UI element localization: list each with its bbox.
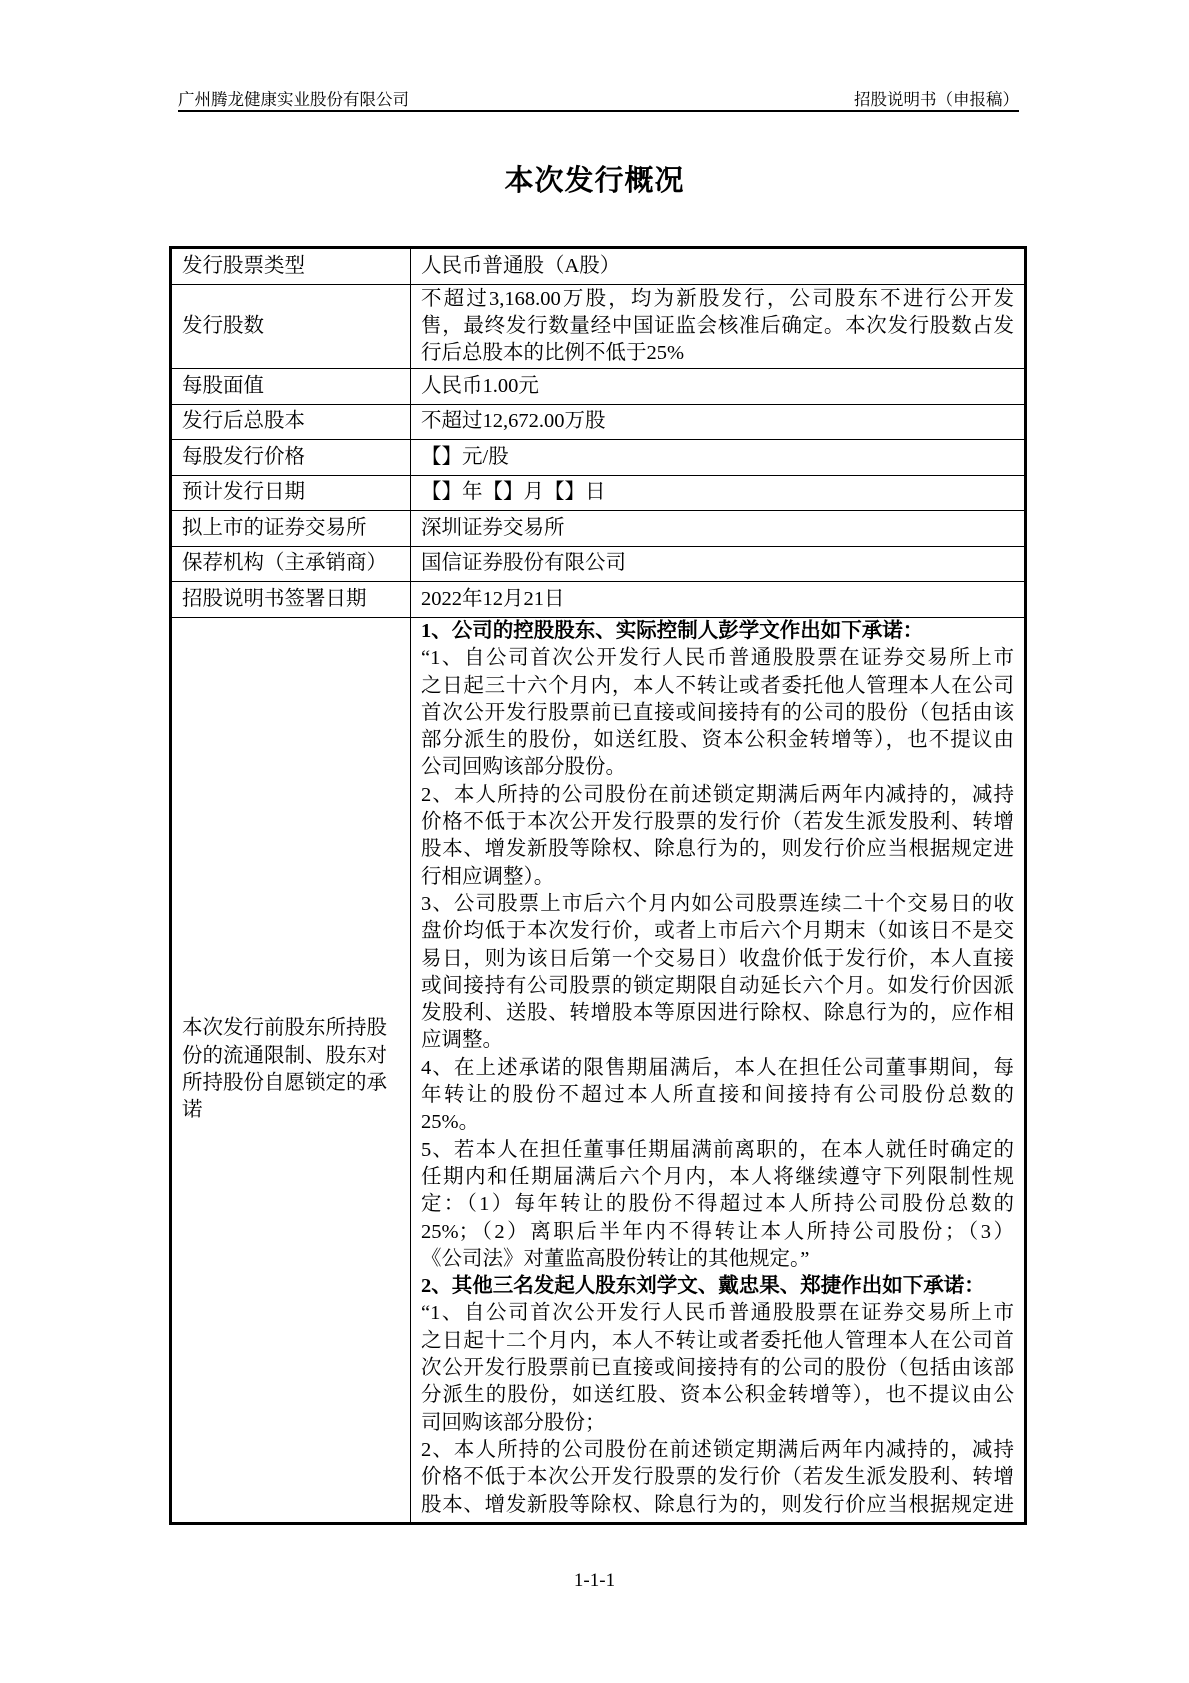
value-line: 深圳证券交易所 <box>421 516 565 539</box>
paragraph-line: 发股利、送股、转增股本等原因进行除权、除息行为的，应作相 <box>421 1002 1014 1025</box>
paragraph-line: 25%。 <box>421 1111 480 1134</box>
label-line: 本次发行前股东所持股 <box>182 1017 387 1040</box>
row-value <box>411 248 1026 285</box>
row-label: 发行股数 <box>171 285 411 369</box>
paragraph-line: 2、其他三名发起人股东刘学文、戴忠果、郑捷作出如下承诺： <box>421 1275 985 1298</box>
paragraph-line: 价格不低于本次公开发行股票的发行价（若发生派发股利、转增 <box>421 1466 1014 1489</box>
table-row <box>171 369 1026 405</box>
row-label: 发行股票类型 <box>171 248 411 285</box>
lockup-commitments <box>411 618 1026 1524</box>
commitment-paragraph <box>421 1137 1014 1273</box>
paragraph-line: 之日起十二个月内，本人不转让或者委托他人管理本人在公司首 <box>421 1329 1014 1352</box>
page-title: 本次发行概况 <box>504 163 685 197</box>
table-row <box>171 582 1026 618</box>
paragraph-line: 25%；（2）离职后半年内不得转让本人所持公司股份；（3） <box>421 1220 1014 1243</box>
row-value <box>411 369 1026 405</box>
commitment-paragraph <box>421 645 1014 781</box>
paragraph-line: “1、自公司首次公开发行人民币普通股股票在证券交易所上市 <box>421 1302 1014 1325</box>
table-row-lockup <box>171 618 1026 1524</box>
row-label: 保荐机构（主承销商） <box>171 547 411 582</box>
value-line: 人民币普通股（A股） <box>421 254 621 277</box>
row-label: 拟上市的证券交易所 <box>171 511 411 547</box>
label-line: 份的流通限制、股东对 <box>182 1044 387 1067</box>
commitment-paragraph <box>421 1055 1014 1137</box>
page-number: 1-1-1 <box>573 1570 616 1591</box>
row-label: 每股发行价格 <box>171 440 411 476</box>
row-value <box>411 511 1026 547</box>
lockup-label <box>171 618 411 1524</box>
commitment-heading <box>421 1273 1014 1300</box>
value-line: 售，最终发行数量经中国证监会核准后确定。本次发行股数占发 <box>421 314 1014 337</box>
paragraph-line: 股本、增发新股等除权、除息行为的，则发行价应当根据规定进 <box>421 1493 1014 1516</box>
paragraph-line: 之日起三十六个月内，本人不转让或者委托他人管理本人在公司 <box>421 674 1014 697</box>
paragraph-line: 5、若本人在担任董事任期届满前离职的，在本人就任时确定的 <box>421 1138 1014 1161</box>
paragraph-line: “1、自公司首次公开发行人民币普通股股票在证券交易所上市 <box>421 647 1014 670</box>
paragraph-line: 次公开发行股票前已直接或间接持有的公司的股份（包括由该部 <box>421 1357 1014 1380</box>
paragraph-line: 年转让的股份不超过本人所直接和间接持有公司股份总数的 <box>421 1084 1014 1107</box>
value-line: 不超过12,672.00万股 <box>421 410 606 433</box>
issuance-overview-table <box>169 246 1027 1525</box>
paragraph-line: 2、本人所持的公司股份在前述锁定期满后两年内减持的，减持 <box>421 783 1014 806</box>
value-line: 不超过3,168.00万股，均为新股发行，公司股东不进行公开发 <box>421 287 1014 310</box>
row-label: 每股面值 <box>171 369 411 405</box>
commitment-paragraph <box>421 891 1014 1055</box>
commitment-paragraph <box>421 1300 1014 1436</box>
row-label: 发行后总股本 <box>171 405 411 440</box>
commitment-paragraph <box>421 782 1014 891</box>
paragraph-line: 股本、增发新股等除权、除息行为的，则发行价应当根据规定进 <box>421 838 1014 861</box>
paragraph-line: 2、本人所持的公司股份在前述锁定期满后两年内减持的，减持 <box>421 1438 1014 1461</box>
paragraph-line: 司回购该部分股份； <box>421 1411 606 1434</box>
value-line: 行后总股本的比例不低于25% <box>421 342 685 365</box>
value-line: 【】元/股 <box>421 445 509 468</box>
row-value <box>411 547 1026 582</box>
header-company: 广州腾龙健康实业股份有限公司 <box>178 90 409 109</box>
row-value <box>411 440 1026 476</box>
paragraph-line: 4、在上述承诺的限售期届满后，本人在担任公司董事期间，每 <box>421 1056 1014 1079</box>
row-value <box>411 476 1026 511</box>
paragraph-line: 或间接持有公司股票的锁定期限自动延长六个月。如发行价因派 <box>421 974 1014 997</box>
row-value <box>411 285 1026 369</box>
label-line: 诺 <box>182 1099 203 1122</box>
label-line: 所持股份自愿锁定的承 <box>182 1072 387 1094</box>
paragraph-line: 价格不低于本次公开发行股票的发行价（若发生派发股利、转增 <box>421 811 1014 834</box>
value-line: 国信证券股份有限公司 <box>421 552 626 575</box>
value-line: 2022年12月21日 <box>421 587 565 610</box>
value-line: 【】年【】月【】日 <box>421 481 606 504</box>
value-line: 人民币1.00元 <box>421 374 539 397</box>
table-row <box>171 285 1026 369</box>
paragraph-line: 应调整。 <box>421 1029 503 1052</box>
table-row <box>171 511 1026 547</box>
paragraph-line: 易日，则为该日后第一个交易日）收盘价低于发行价，本人直接 <box>421 947 1014 970</box>
paragraph-line: 首次公开发行股票前已直接或间接持有的公司的股份（包括由该 <box>421 701 1014 724</box>
header-doc-type: 招股说明书（申报稿） <box>854 90 1019 109</box>
paragraph-line: 行相应调整）。 <box>421 865 555 888</box>
row-label: 预计发行日期 <box>171 476 411 511</box>
paragraph-line: 任期内和任期届满后六个月内，本人将继续遵守下列限制性规 <box>421 1165 1014 1188</box>
commitment-paragraph <box>421 1437 1014 1519</box>
table-row <box>171 547 1026 582</box>
commitment-heading <box>421 618 1014 645</box>
paragraph-line: 1、公司的控股股东、实际控制人彭学文作出如下承诺： <box>421 620 924 642</box>
row-value <box>411 582 1026 618</box>
paragraph-line: 分派生的股份，如送红股、资本公积金转增等），也不提议由公 <box>421 1384 1014 1407</box>
paragraph-line: 《公司法》对董监高股份转让的其他规定。” <box>421 1247 810 1270</box>
paragraph-line: 公司回购该部分股份。 <box>421 756 626 779</box>
paragraph-line: 部分派生的股份，如送红股、资本公积金转增等），也不提议由 <box>421 729 1014 752</box>
table-row <box>171 248 1026 285</box>
paragraph-line: 3、公司股票上市后六个月内如公司股票连续二十个交易日的收 <box>421 892 1014 915</box>
paragraph-line: 盘价均低于本次发行价，或者上市后六个月期末（如该日不是交 <box>421 920 1014 943</box>
table-row <box>171 405 1026 440</box>
page-header <box>178 84 1019 112</box>
table-row <box>171 440 1026 476</box>
paragraph-line: 定：（1）每年转让的股份不得超过本人所持公司股份总数的 <box>421 1193 1014 1216</box>
row-label: 招股说明书签署日期 <box>171 582 411 618</box>
row-value <box>411 405 1026 440</box>
table-row <box>171 476 1026 511</box>
